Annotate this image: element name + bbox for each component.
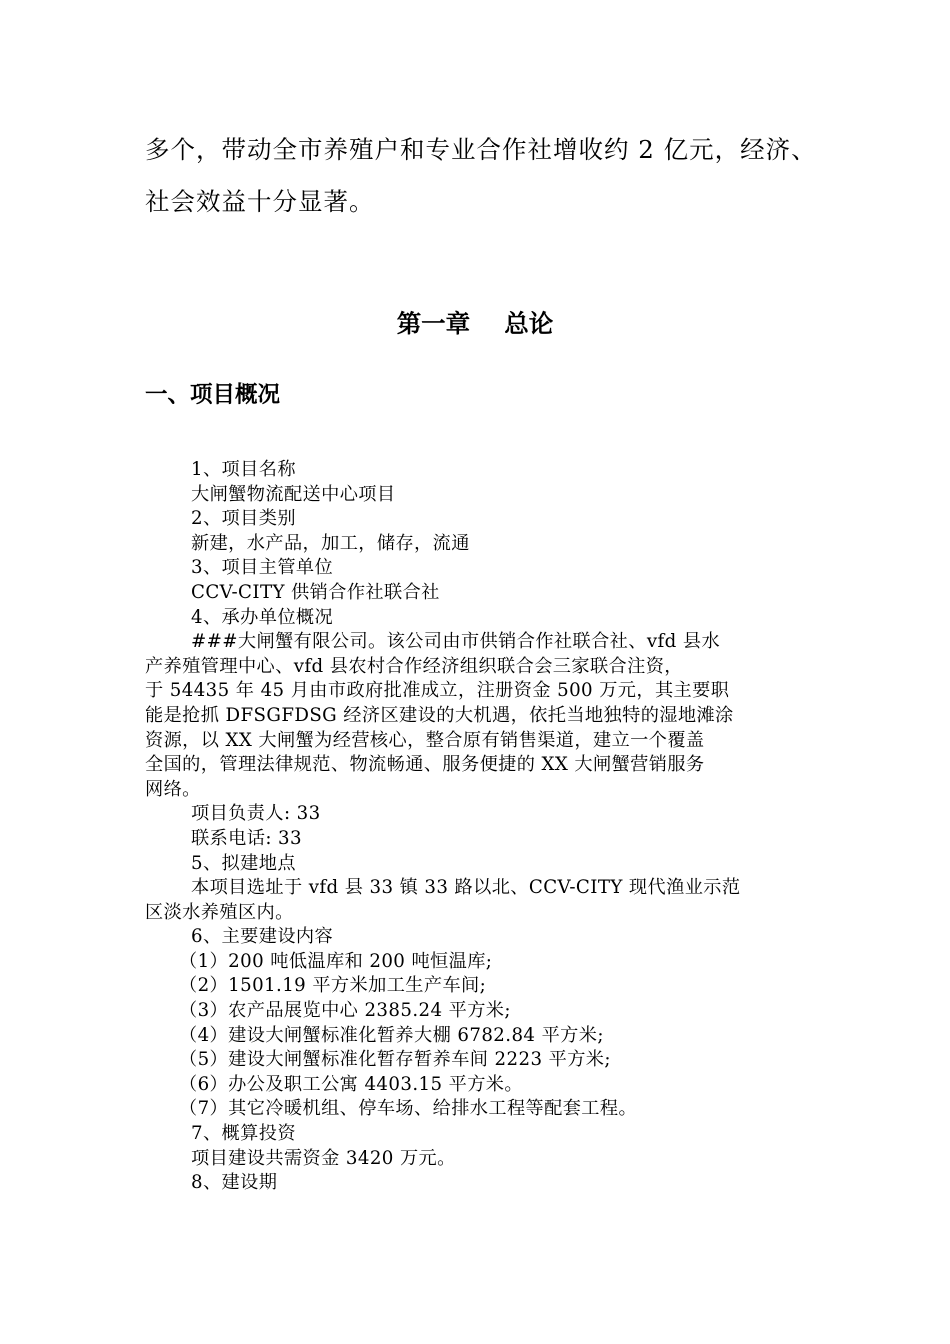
construction-item: （7）其它冷暖机组、停车场、给排水工程等配套工程。	[179, 1098, 638, 1120]
item-heading-project-category: 2、项目类别	[191, 508, 296, 530]
undertaking-unit-text: 资源，以 XX 大闸蟹为经营核心，整合原有销售渠道，建立一个覆盖	[145, 729, 705, 751]
undertaking-unit-text: 全国的，管理法律规范、物流畅通、服务便捷的 XX 大闸蟹营销服务	[145, 754, 705, 776]
item-heading-undertaking-unit: 4、承办单位概况	[191, 606, 334, 628]
project-category-value: 新建，水产品，加工，储存，流通	[191, 532, 470, 554]
site-text: 区淡水养殖区内。	[145, 901, 294, 923]
undertaking-unit-text: 于 54435 年 45 月由市政府批准成立，注册资金 500 万元，其主要职	[145, 680, 730, 702]
construction-item: （3）农产品展览中心 2385.24 平方米;	[179, 1000, 511, 1022]
undertaking-unit-text: ###大闸蟹有限公司。该公司由市供销合作社联合社、vfd 县水	[191, 631, 721, 653]
construction-item: （4）建设大闸蟹标准化暂养大棚 6782.84 平方米;	[179, 1024, 604, 1046]
item-heading-investment: 7、概算投资	[191, 1123, 296, 1145]
site-text: 本项目选址于 vfd 县 33 镇 33 路以北、CCV-CITY 现代渔业示范	[191, 877, 741, 899]
chapter-title: 第一章 总论	[396, 309, 554, 338]
item-heading-construction-content: 6、主要建设内容	[191, 926, 334, 948]
construction-item: （5）建设大闸蟹标准化暂存暂养车间 2223 平方米;	[179, 1049, 611, 1071]
undertaking-unit-text: 网络。	[145, 778, 201, 800]
undertaking-unit-text: 产养殖管理中心、vfd 县农村合作经济组织联合会三家联合注资，	[145, 655, 683, 677]
undertaking-unit-text: 能是抢抓 DFSGFDSG 经济区建设的大机遇，依托当地独特的湿地滩涂	[145, 704, 734, 726]
supervising-unit-value: CCV-CITY 供销合作社联合社	[191, 581, 440, 603]
item-heading-construction-period: 8、建设期	[191, 1172, 278, 1194]
construction-item: （6）办公及职工公寓 4403.15 平方米。	[179, 1073, 523, 1095]
item-heading-supervising-unit: 3、项目主管单位	[191, 557, 334, 579]
project-lead: 项目负责人: 33	[191, 803, 321, 825]
intro-line-1: 多个，带动全市养殖户和专业合作社增收约 2 亿元，经济、	[145, 135, 817, 164]
project-name-value: 大闸蟹物流配送中心项目	[191, 483, 396, 505]
item-heading-project-name: 1、项目名称	[191, 459, 296, 480]
intro-line-2: 社会效益十分显著。	[145, 187, 375, 216]
construction-item: （1）200 吨低温库和 200 吨恒温库;	[179, 950, 493, 972]
construction-item: （2）1501.19 平方米加工生产车间;	[179, 975, 487, 997]
project-overview-body	[145, 458, 805, 1196]
contact-phone: 联系电话: 33	[191, 827, 303, 849]
item-heading-site: 5、拟建地点	[191, 852, 296, 874]
investment-value: 项目建设共需资金 3420 万元。	[191, 1147, 456, 1169]
section-heading: 一、项目概况	[145, 382, 281, 408]
